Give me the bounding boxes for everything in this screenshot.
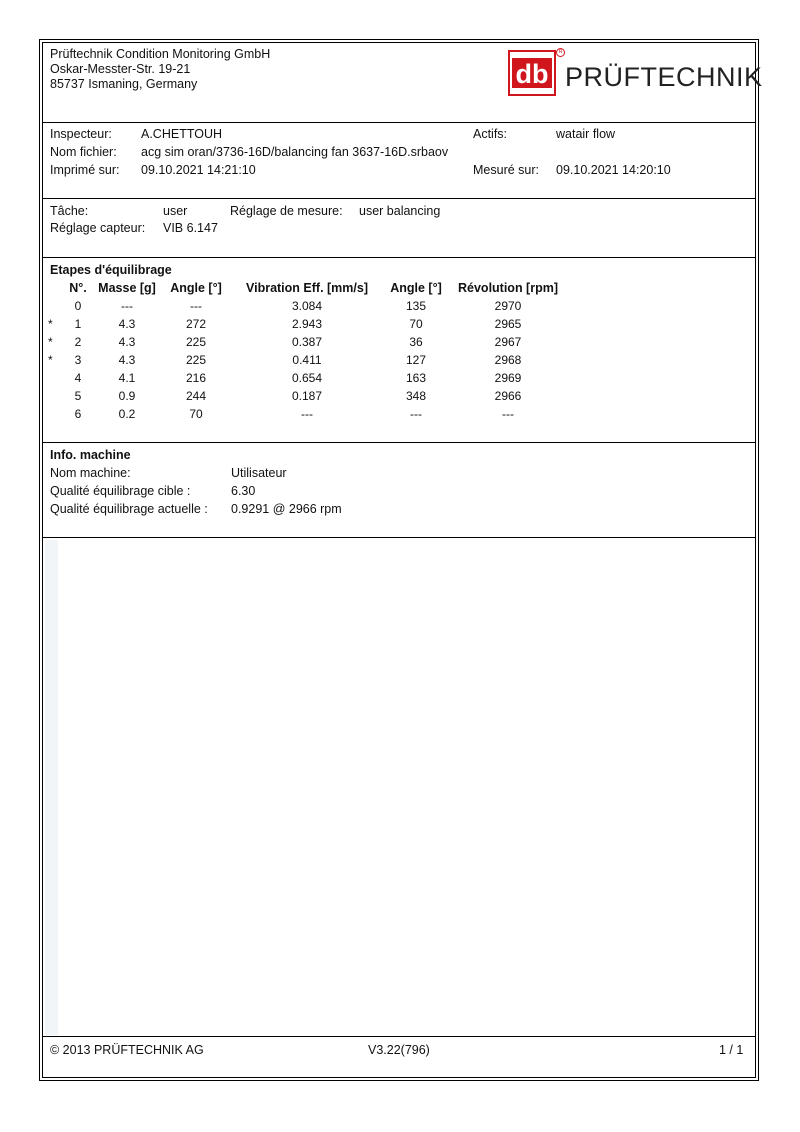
cell-vibration: 3.084 — [291, 299, 323, 313]
row-marker — [48, 387, 62, 405]
divider-machine — [42, 537, 756, 538]
cell-mass: 4.3 — [118, 335, 136, 349]
cell-mass: 0.9 — [118, 389, 136, 403]
cell-number: 3 — [74, 353, 82, 367]
cell-angle-2: 163 — [405, 371, 427, 385]
registered-icon: R — [556, 48, 565, 57]
footer-copyright: © 2013 PRÜFTECHNIK AG — [50, 1043, 204, 1057]
assets-value: watair flow — [556, 127, 616, 141]
table-row — [48, 351, 566, 369]
divider-steps — [42, 442, 756, 443]
measured-label: Mesuré sur: — [473, 163, 539, 177]
cell-angle: 70 — [189, 407, 203, 421]
cell-vibration: 0.654 — [291, 371, 323, 385]
cell-revolution: 2966 — [494, 389, 522, 403]
cell-mass: 4.3 — [118, 353, 136, 367]
cell-angle: --- — [190, 299, 202, 313]
table-row — [48, 369, 566, 387]
blank-area-shade — [45, 540, 58, 1035]
cell-angle-2: 135 — [405, 299, 427, 313]
company-name: Prüftechnik Condition Monitoring GmbH — [50, 47, 271, 61]
col-header-number: N°. — [69, 281, 87, 295]
cell-number: 4 — [74, 371, 82, 385]
cell-angle: 225 — [185, 335, 207, 349]
row-marker — [48, 405, 62, 423]
cell-mass: 0.2 — [118, 407, 136, 421]
machine-name-value: Utilisateur — [231, 466, 287, 480]
cell-angle: 244 — [185, 389, 207, 403]
printed-value: 09.10.2021 14:21:10 — [141, 163, 256, 177]
cell-angle: 216 — [185, 371, 207, 385]
table-row — [48, 405, 566, 423]
measured-value: 09.10.2021 14:20:10 — [556, 163, 671, 177]
row-marker: * — [48, 335, 53, 349]
col-header-mass: Masse [g] — [98, 281, 156, 295]
divider-footer — [42, 1036, 756, 1037]
col-header-revolution: Révolution [rpm] — [458, 281, 558, 295]
cell-revolution: --- — [502, 407, 514, 421]
cell-number: 0 — [74, 299, 82, 313]
logo-wordmark: PRÜFTECHNIK — [565, 62, 763, 92]
logo-mark-text: db — [515, 59, 549, 89]
cell-angle-2: --- — [410, 407, 422, 421]
table-row — [48, 387, 566, 405]
cell-angle-2: 36 — [409, 335, 423, 349]
cell-angle: 225 — [185, 353, 207, 367]
machine-name-label: Nom machine: — [50, 466, 131, 480]
cell-revolution: 2969 — [494, 371, 522, 385]
inspector-value: A.CHETTOUH — [141, 127, 223, 141]
cell-angle: 272 — [185, 317, 207, 331]
table-row — [48, 333, 566, 351]
table-row — [48, 315, 566, 333]
table-header-row — [48, 279, 566, 297]
cell-angle-2: 348 — [405, 389, 427, 403]
machine-title: Info. machine — [50, 448, 131, 462]
cell-number: 1 — [74, 317, 82, 331]
row-marker: * — [48, 353, 53, 367]
file-value: acg sim oran/3736-16D/balancing fan 3637-16D.srbaov — [141, 145, 449, 159]
task-label: Tâche: — [50, 204, 89, 218]
cell-revolution: 2967 — [494, 335, 522, 349]
actual-quality-value: 0.9291 @ 2966 rpm — [231, 502, 342, 516]
divider-task — [42, 257, 756, 258]
cell-revolution: 2968 — [494, 353, 522, 367]
target-quality-value: 6.30 — [231, 484, 256, 498]
cell-vibration: 2.943 — [291, 317, 323, 331]
col-header-angle-2: Angle [°] — [390, 281, 442, 295]
company-street: Oskar-Messter-Str. 19-21 — [50, 62, 191, 76]
row-marker — [48, 297, 62, 315]
measure-setting-value: user balancing — [359, 204, 441, 218]
cell-revolution: 2970 — [494, 299, 522, 313]
assets-label: Actifs: — [473, 127, 508, 141]
measure-setting-label: Réglage de mesure: — [230, 204, 343, 218]
pruftechnik-logo — [507, 48, 763, 100]
cell-mass: 4.1 — [118, 371, 136, 385]
cell-number: 5 — [74, 389, 82, 403]
row-marker — [48, 369, 62, 387]
file-label: Nom fichier: — [50, 145, 117, 159]
col-header-angle: Angle [°] — [170, 281, 222, 295]
sensor-setting-value: VIB 6.147 — [163, 221, 218, 235]
row-marker: * — [48, 317, 53, 331]
actual-quality-label: Qualité équilibrage actuelle : — [50, 502, 208, 516]
printed-label: Imprimé sur: — [50, 163, 120, 177]
target-quality-label: Qualité équilibrage cible : — [50, 484, 191, 498]
table-row — [48, 297, 566, 315]
task-value: user — [163, 204, 188, 218]
cell-mass: 4.3 — [118, 317, 136, 331]
star-header — [48, 279, 62, 297]
cell-number: 6 — [74, 407, 82, 421]
cell-angle-2: 70 — [409, 317, 423, 331]
cell-vibration: --- — [301, 407, 313, 421]
cell-vibration: 0.387 — [291, 335, 323, 349]
divider-header — [42, 122, 756, 123]
cell-number: 2 — [74, 335, 82, 349]
footer-version: V3.22(796) — [368, 1043, 430, 1057]
cell-mass: --- — [121, 299, 133, 313]
sensor-setting-label: Réglage capteur: — [50, 221, 146, 235]
divider-info — [42, 198, 756, 199]
inspector-label: Inspecteur: — [50, 127, 112, 141]
balancing-steps-table — [48, 279, 566, 423]
steps-title: Etapes d'équilibrage — [50, 263, 172, 277]
footer-page-number: 1 / 1 — [719, 1043, 744, 1057]
cell-vibration: 0.411 — [292, 353, 322, 367]
cell-revolution: 2965 — [494, 317, 522, 331]
logo-db-mark — [508, 50, 556, 96]
cell-vibration: 0.187 — [291, 389, 323, 403]
col-header-vibration: Vibration Eff. [mm/s] — [245, 281, 368, 295]
cell-angle-2: 127 — [405, 353, 427, 367]
company-city: 85737 Ismaning, Germany — [50, 77, 198, 91]
